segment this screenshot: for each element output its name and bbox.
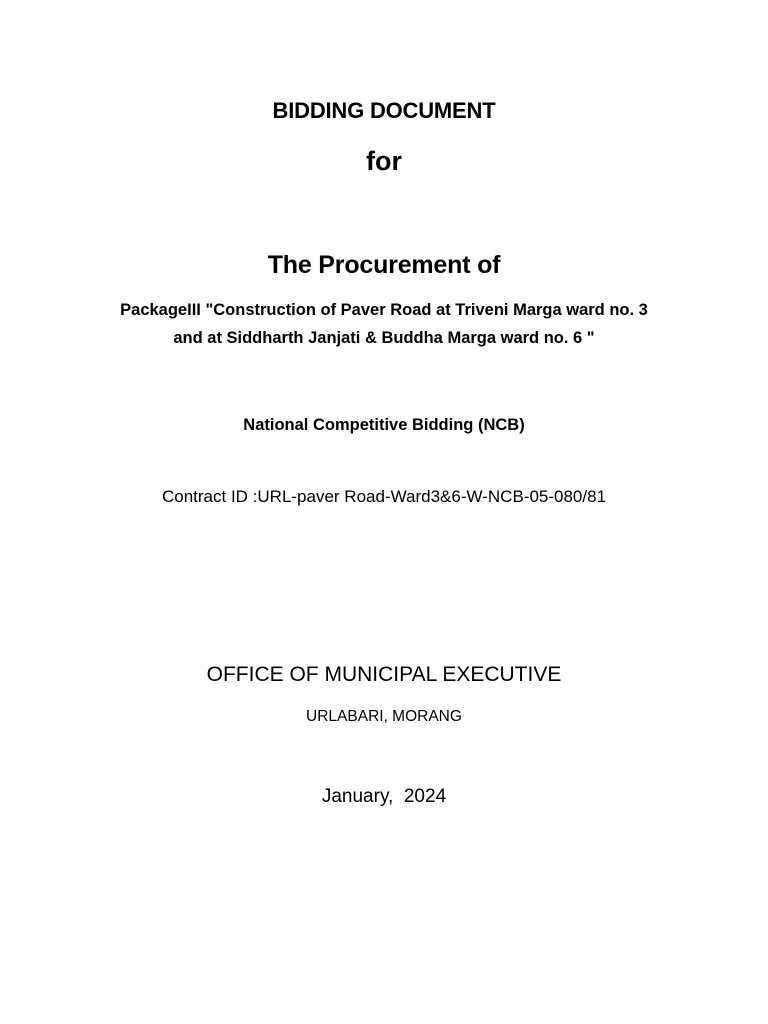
office-name: OFFICE OF MUNICIPAL EXECUTIVE — [206, 663, 562, 686]
bidding-method: National Competitive Bidding (NCB) — [243, 416, 525, 434]
office-location: URLABARI, MORANG — [306, 708, 462, 725]
for-heading: for — [366, 146, 402, 176]
document-date: January, 2024 — [321, 786, 447, 807]
package-description-line-2: and at Siddharth Janjati & Buddha Marga ward no. 6 " — [173, 329, 595, 347]
procurement-heading: The Procurement of — [267, 251, 501, 279]
package-description-line-1: PackageIII "Construction of Paver Road at Triveni Marga ward no. 3 — [120, 301, 648, 319]
contract-id: Contract ID :URL-paver Road-Ward3&6-W-NCB-05-080/81 — [161, 487, 607, 506]
document-title: BIDDING DOCUMENT — [272, 98, 496, 123]
